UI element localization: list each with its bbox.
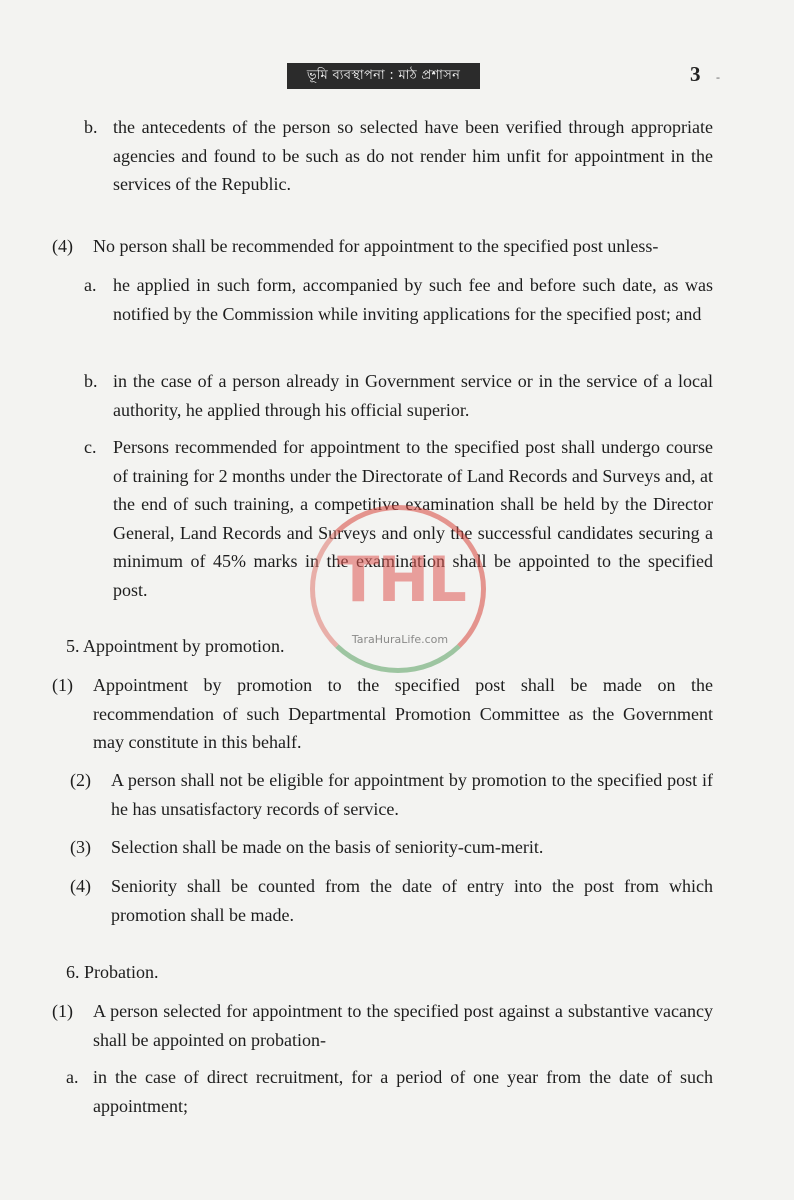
clause-4b-text: in the case of a person already in Government service or in the service of a local authority, he applied through his official superior. bbox=[113, 371, 713, 420]
section-6-heading: 6. Probation. bbox=[66, 962, 159, 982]
clause-marker-4: (4) bbox=[52, 236, 73, 256]
clause-marker-4a: a. bbox=[84, 275, 97, 295]
clause-marker-5-4: (4) bbox=[70, 876, 91, 896]
clause-marker-5-2: (2) bbox=[70, 770, 91, 790]
clause-6-1-text: A person selected for appointment to the specified post against a substantive vacancy shall be appointed on probation- bbox=[93, 1001, 713, 1050]
clause-4a-text: he applied in such form, accompanied by such fee and before such date, as was notified by the Commission while inviting applications for the specified post; and bbox=[113, 275, 713, 324]
clause-b-text: the antecedents of the person so selected have been verified through appropriate agencies and found to be such as do not render him unfit for appointment in the services of the Republic. bbox=[113, 117, 713, 194]
watermark-letters: THL bbox=[337, 543, 465, 616]
clause-4-text: No person shall be recommended for appointment to the specified post unless- bbox=[93, 236, 659, 256]
clause-marker-4b: b. bbox=[84, 371, 98, 391]
clause-marker-5-1: (1) bbox=[52, 675, 73, 695]
clause-marker-4c: c. bbox=[84, 437, 97, 457]
clause-marker-6-1: (1) bbox=[52, 1001, 73, 1021]
clause-5-1-text: Appointment by promotion to the specified post shall be made on the recommendation of such Departmental Promotion Committee as the Government may constitute in this behalf. bbox=[93, 675, 713, 752]
running-header: ভূমি ব্যবস্থাপনা : মাঠ প্রশাসন bbox=[287, 63, 480, 89]
section-5-heading: 5. Appointment by promotion. bbox=[66, 636, 285, 656]
clause-5-2-text: A person shall not be eligible for appointment by promotion to the specified post if he has unsatisfactory records of service. bbox=[111, 770, 713, 819]
watermark-url: TaraHuraLife.com bbox=[351, 633, 449, 646]
clause-marker-b: b. bbox=[84, 117, 98, 137]
page-number: 3 bbox=[690, 62, 701, 86]
clause-marker-6-1a: a. bbox=[66, 1067, 79, 1087]
clause-4c-text: Persons recommended for appointment to the specified post shall undergo course of training for 2 months under the Directorate of Land Records and Surveys and, at the end of such training, a competitive examination shall be held by the Director General, Land Records and Surveys and only the successful candidates securing a minimum of 45% marks in the examination shall be appointed to the specified post. bbox=[113, 437, 713, 600]
page-number-dash: - bbox=[716, 70, 720, 84]
clause-marker-5-3: (3) bbox=[70, 837, 91, 857]
clause-5-4-text: Seniority shall be counted from the date of entry into the post from which promotion shall be made. bbox=[111, 876, 713, 925]
clause-5-3-text: Selection shall be made on the basis of seniority-cum-merit. bbox=[111, 837, 544, 857]
clause-6-1a-text: in the case of direct recruitment, for a period of one year from the date of such appointment; bbox=[93, 1067, 713, 1116]
